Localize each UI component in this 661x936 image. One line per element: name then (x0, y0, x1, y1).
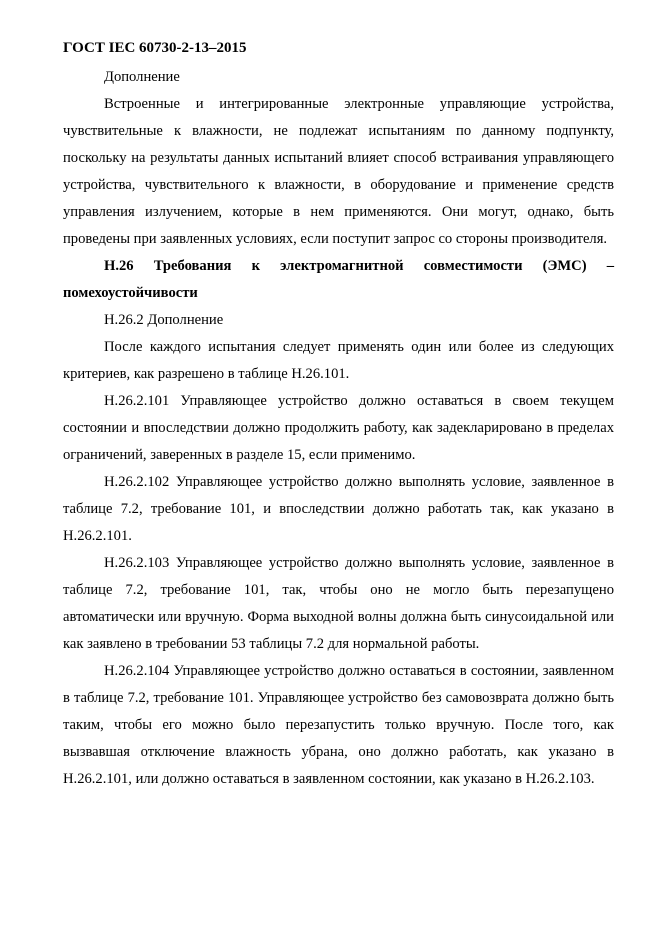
paragraph-built-in-controls: Встроенные и интегрированные электронные управляющие устройства, чувствительные к влажности, не подлежат испытаниям по данному подпункту, поскольку на результаты данных испытаний влияет способ встраивания управляющего устройства, чувствительного к влажности, в оборудование и применение средств управления излучением, которые в нем применяются. Они могут, однако, быть проведены при заявленных условиях, если поступит запрос со стороны производителя. (63, 96, 614, 247)
section-heading-h26: Н.26 Требования к электромагнитной совместимости (ЭМС) – помехоустойчивости (63, 258, 614, 301)
paragraph-h26-2-104: Н.26.2.104 Управляющее устройство должно оставаться в состоянии, заявленном в таблице 7.2, требование 101. Управляющее устройство без самовозврата должно быть таким, чтобы его можно было перезапустить только вручную. После того, как вызвавшая отключение влажность убрана, оно должно работать, как указано в Н.26.2.101, или должно оставаться в заявленном состоянии, как указано в Н.26.2.103. (63, 663, 614, 787)
paragraph-addition-label: Дополнение (104, 69, 180, 85)
paragraph-h26-2-101: Н.26.2.101 Управляющее устройство должно оставаться в своем текущем состоянии и впоследствии должно продолжить работу, как задекларировано в пределах ограничений, заверенных в разделе 15, если применимо. (63, 393, 614, 463)
document-standard-id: ГОСТ IEC 60730-2-13–2015 (63, 40, 247, 56)
paragraph-h26-2-103: Н.26.2.103 Управляющее устройство должно выполнять условие, заявленное в таблице 7.2, требование 101, так, чтобы оно не могло быть перезапущено автоматически или вручную. Форма выходной волны должна быть синусоидальной или как заявлено в требовании 53 таблицы 7.2 для нормальной работы. (63, 555, 614, 652)
paragraph-criteria-intro: После каждого испытания следует применять один или более из следующих критериев, как разрешено в таблице Н.26.101. (63, 339, 614, 382)
paragraph-h26-2-102: Н.26.2.102 Управляющее устройство должно выполнять условие, заявленное в таблице 7.2, требование 101, и впоследствии должно работать так, как указано в Н.26.2.101. (63, 474, 614, 544)
subsection-h26-2-label: Н.26.2 Дополнение (104, 312, 224, 328)
document-page (63, 38, 614, 793)
